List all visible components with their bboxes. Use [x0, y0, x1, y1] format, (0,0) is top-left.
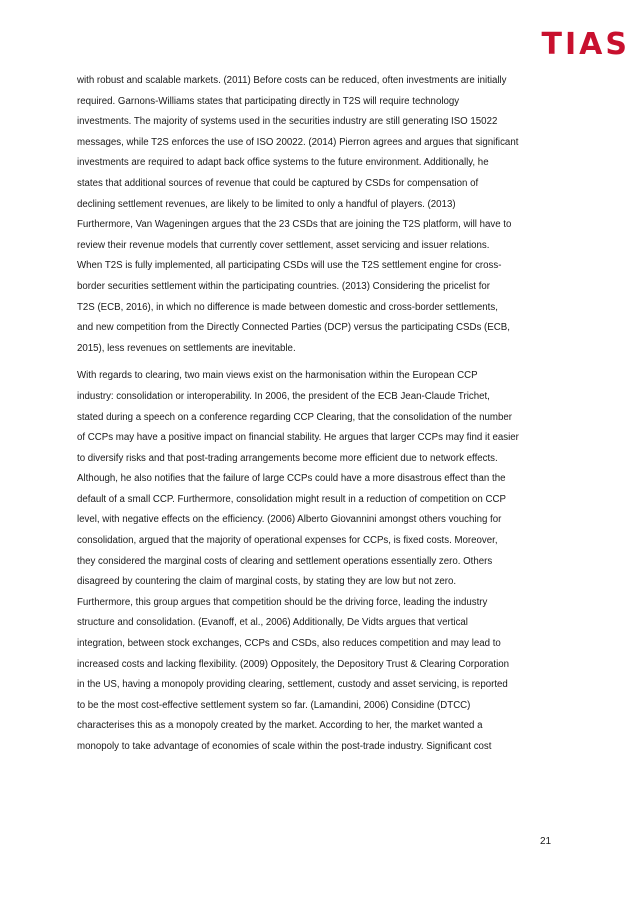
- text-line: integration, between stock exchanges, CCPs and CSDs, also reduces competition and may lead to: [77, 638, 501, 650]
- text-line: to be the most cost-effective settlement system so far. (Lamandini, 2006) Considine (DTCC): [77, 699, 471, 711]
- text-line: and new competition from the Directly Connected Parties (DCP) versus the participating CSDs (ECB,: [77, 322, 510, 334]
- paragraph-2: [77, 366, 565, 757]
- text-line: default of a small CCP. Furthermore, consolidation might result in a reduction of competition on CCP: [77, 493, 506, 505]
- text-line: declining settlement revenues, are likely to be limited to only a handful of players. (2013): [77, 198, 456, 210]
- text-line: 2015), less revenues on settlements are inevitable.: [77, 342, 296, 354]
- text-line: Furthermore, this group argues that competition should be the driving force, leading the industry: [77, 596, 488, 608]
- text-line: industry: consolidation or interoperability. In 2006, the president of the ECB Jean-Claude Trichet,: [77, 390, 490, 402]
- text-line: investments. The majority of systems used in the securities industry are still generating ISO 15022: [77, 116, 498, 128]
- text-line: level, with negative effects on the efficiency. (2006) Alberto Giovannini amongst others vouching for: [77, 514, 502, 526]
- text-line: required. Garnons-Williams states that participating directly in T2S will require technology: [77, 95, 460, 107]
- text-line: When T2S is fully implemented, all participating CSDs will use the T2S settlement engine for cross-: [77, 260, 502, 272]
- text-line: disagreed by countering the claim of marginal costs, by stating they are low but not zero.: [77, 576, 457, 588]
- text-line: of CCPs may have a positive impact on financial stability. He argues that larger CCPs may find it easier: [77, 432, 519, 444]
- text-line: characterises this as a monopoly created by the market. According to her, the market wanted a: [77, 720, 483, 732]
- text-line: Furthermore, Van Wageningen argues that the 23 CSDs that are joining the T2S platform, will have to: [77, 219, 512, 231]
- text-line: Although, he also notifies that the failure of large CCPs could have a more disastrous effect than the: [77, 473, 506, 485]
- paragraph-1: [77, 71, 565, 359]
- page-number: 21: [540, 836, 552, 847]
- text-line: T2S (ECB, 2016), in which no difference is made between domestic and cross-border settlements,: [77, 301, 498, 313]
- text-line: monopoly to take advantage of economies of scale within the post-trade industry. Significant cost: [77, 741, 492, 752]
- text-line: investments are required to adapt back office systems to the future environment. Additionally, he: [77, 157, 489, 169]
- text-line: messages, while T2S enforces the use of ISO 20022. (2014) Pierron agrees and argues that significant: [77, 136, 519, 148]
- text-line: in the US, having a monopoly providing clearing, settlement, custody and asset servicing, is reported: [77, 679, 508, 691]
- text-line: stated during a speech on a conference regarding CCP Clearing, that the consolidation of the number: [77, 411, 512, 423]
- text-line: consolidation, argued that the majority of operational expenses for CCPs, is fixed costs. Moreover,: [77, 535, 498, 547]
- text-line: states that additional sources of revenue that could be captured by CSDs for compensation of: [77, 177, 479, 189]
- text-line: border securities settlement within the participating countries. (2013) Considering the pricelist for: [77, 280, 490, 292]
- text-line: structure and consolidation. (Evanoff, et al., 2006) Additionally, De Vidts argues that vertical: [77, 617, 468, 629]
- tias-logo: TIAS: [541, 27, 630, 62]
- text-line: they considered the marginal costs of clearing and settlement operations essentially zero. Others: [77, 555, 493, 567]
- text-line: review their revenue models that currently cover settlement, asset servicing and issuer relations.: [77, 239, 490, 251]
- text-line: With regards to clearing, two main views exist on the harmonisation within the European CCP: [77, 370, 478, 382]
- document-body: [77, 71, 565, 758]
- text-line: to diversify risks and that post-trading arrangements become more efficient due to network effects.: [77, 452, 498, 464]
- text-line: with robust and scalable markets. (2011) Before costs can be reduced, often investments are initially: [77, 75, 507, 86]
- text-line: increased costs and lacking flexibility. (2009) Oppositely, the Depository Trust & Clearing Corporation: [77, 658, 510, 670]
